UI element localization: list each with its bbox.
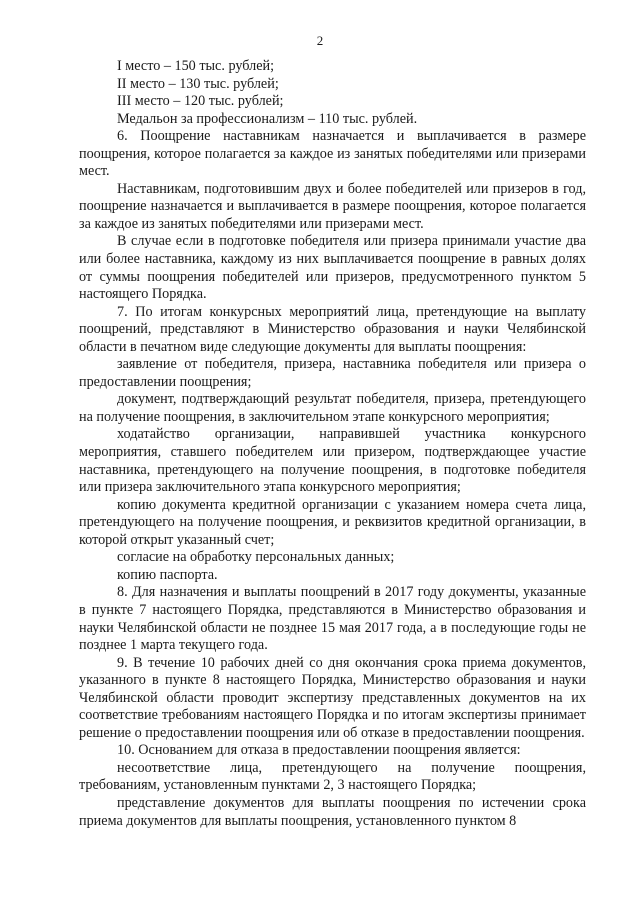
list-item: представление документов для выплаты поощрения по истечении срока приема документов для выплаты поощрения, установленного пунктом 8 [79, 794, 586, 829]
paragraph-item-6: 6. Поощрение наставникам назначается и выплачивается в размере поощрения, которое полагается за каждое из занятых победителями или призерами мест. [79, 128, 586, 180]
paragraph-item-9: 9. В течение 10 рабочих дней со дня окончания срока приема документов, указанного в пункте 8 настоящего Порядка, Министерство образования и науки Челябинской области проводит экспертизу представленных документов на их соответствие требованиям настоящего Порядка и по итогам экспертизы принимает решение о предоставлении поощрения или об отказе в предоставлении поощрения. [79, 654, 586, 741]
list-item: согласие на обработку персональных данных; [117, 549, 395, 566]
list-item: копию паспорта. [117, 566, 218, 583]
list-item: ходатайство организации, направившей участника конкурсного мероприятия, ставшего победителем или призером, подтверждающее участие наставника, претендующего на получение поощрения, в подготовке победителя или призера заключительного этапа конкурсного мероприятия; [79, 426, 586, 496]
document-body [79, 58, 586, 830]
paragraph: Наставникам, подготовившим двух и более победителей или призеров в год, поощрение назначается и выплачивается в размере поощрения, которое полагается за каждое из занятых победителями или призерами мест. [79, 180, 586, 232]
prize-medallion: Медальон за профессионализм – 110 тыс. рублей. [117, 110, 418, 127]
paragraph-item-10: 10. Основанием для отказа в предоставлении поощрения является: [117, 742, 521, 759]
list-item: несоответствие лица, претендующего на получение поощрения, требованиям, установленным пунктами 2, 3 настоящего Порядка; [79, 759, 586, 794]
prize-place-2: II место – 130 тыс. рублей; [117, 75, 279, 92]
paragraph-item-7: 7. По итогам конкурсных мероприятий лица, претендующие на выплату поощрений, представляют в Министерство образования и науки Челябинской области в печатном виде следующие документы для выплаты поощрения: [79, 303, 586, 355]
list-item: заявление от победителя, призера, наставника победителя или призера о предоставлении поощрения; [79, 356, 586, 390]
paragraph-item-8: 8. Для назначения и выплаты поощрений в 2017 году документы, указанные в пункте 7 настоящего Порядка, представляются в Министерство образования и науки Челябинской области не позднее 15 мая 2017 года, а в последующие годы не позднее 1 марта текущего года. [79, 584, 586, 654]
prize-place-1: I место – 150 тыс. рублей; [117, 58, 275, 74]
list-item: документ, подтверждающий результат победителя, призера, претендующего на получение поощрения, в заключительном этапе конкурсного мероприятия; [79, 391, 586, 425]
list-item: копию документа кредитной организации с указанием номера счета лица, претендующего на получение поощрения, и реквизитов кредитной организации, в которой открыт указанный счет; [79, 496, 586, 548]
paragraph: В случае если в подготовке победителя или призера принимали участие два или более наставника, каждому из них выплачивается поощрение в равных долях от суммы поощрения победителей или призеров, предусмотренного пунктом 5 настоящего Порядка. [79, 233, 586, 303]
prize-place-3: III место – 120 тыс. рублей; [117, 93, 284, 110]
page-number: 2 [316, 33, 324, 48]
